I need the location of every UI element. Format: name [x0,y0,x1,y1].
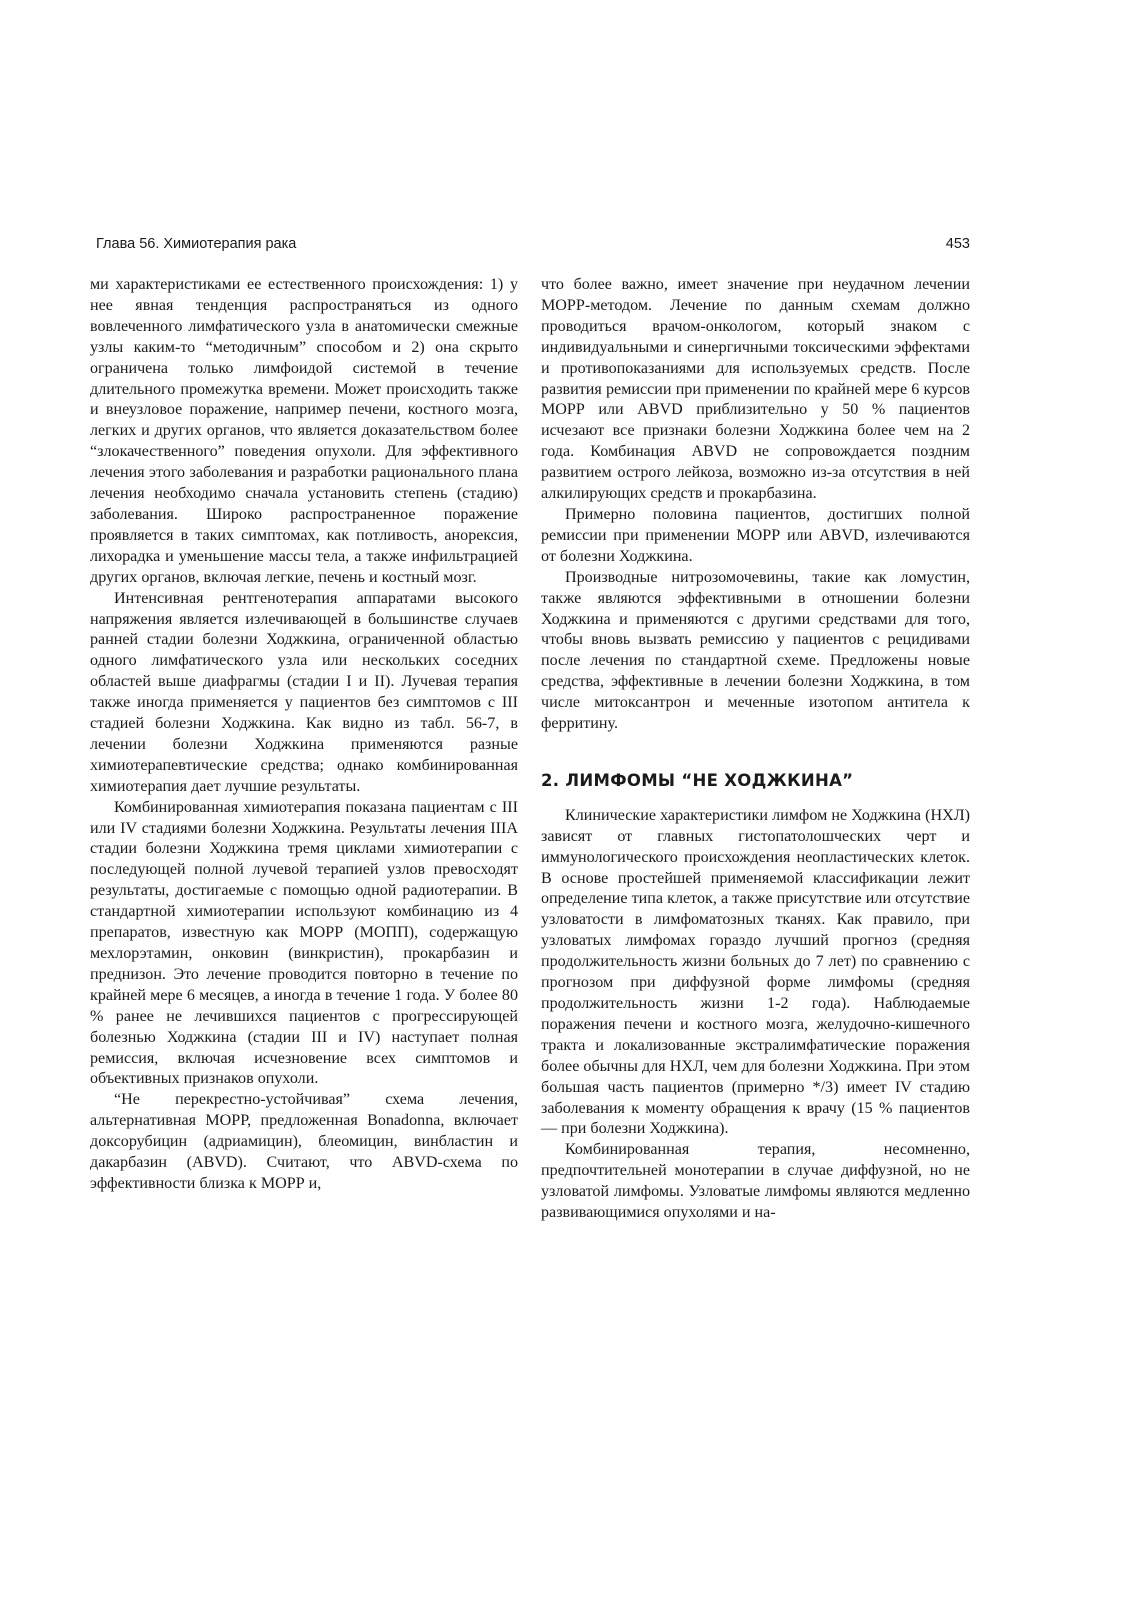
paragraph: Примерно половина пациентов, достигших полной ремиссии при применении МОРР или ABVD, излечиваются от болезни Ходжкина. [541,505,970,565]
page-number: 453 [945,236,970,252]
paragraph: Производные нитрозомочевины, такие как ломустин, также являются эффективными в отношении болезни Ходжкина и применяются с другими средствами для того, чтобы вновь вызвать ремиссию у пациентов с рецидивами после лечения по стандартной схеме. Предложены новые средства, эффективные в лечении болезни Ходжкина, в том числе митоксантрон и меченные изотопом антитела к ферритину. [541,568,970,733]
paragraph: ми характеристиками ее естественного происхождения: 1) у нее явная тенденция распространяться из одного вовлеченного лимфатического узла в анатомически смежные узлы каким-то “методичным” способом и 2) она скрыто ограничена только лимфоидой системой в течение длительного промежутка времени. Может происходить также и внеузловое поражение, например печени, костного мозга, легких и других органов, что является доказательством более “злокачественного” поведения опухоли. Для эффективного лечения этого заболевания и разработки рационального плана лечения необходимо сначала установить степень (стадию) заболевания. Широко распространенное поражение проявляется в таких симптомах, как потливость, анорексия, лихорадка и уменьшение массы тела, а также инфильтрацией других органов, включая легкие, печень и костный мозг. [90,276,518,586]
paragraph: Интенсивная рентгенотерапия аппаратами высокого напряжения является излечивающей в большинстве случаев ранней стадии болезни Ходжкина, ограниченной областью одного лимфатического узла или нескольких соседних областей выше диафрагмы (стадии I и II). Лучевая терапия также иногда применяется у пациентов без симптомов с III стадией болезни Ходжкина. Как видно из табл. 56-7, в лечении болезни Ходжкина применяются разные химиотерапевтические средства; однако комбинированная химиотерапия дает лучшие результаты. [90,589,518,795]
paragraph: Комбинированная химиотерапия показана пациентам с III или IV стадиями болезни Ходжкина. Результаты лечения IIIA стадии болезни Ходжкина тремя циклами химиотерапии с последующей полной лучевой терапией узлов превосходят результаты, достигаемые с помощью одной радиотерапии. В стандартной химиотерапии используют комбинацию из 4 препаратов, известную как МОРР (МОПП), содержащую мехлорэтамин, онковин (винкристин), прокарбазин и преднизон. Это лечение проводится повторно в течение по крайней мере 6 месяцев, а иногда в течение 1 года. У более 80 % ранее не лечившихся пациентов с прогрессирующей болезнью Ходжкина (стадии III и IV) наступает полная ремиссия, включая исчезновение всех симптомов и объективных признаков опухоли. [90,798,518,1088]
paragraph: Клинические характеристики лимфом не Ходжкина (НХЛ) зависят от главных гистопатолошческих черт и иммунологического происхождения неопластических клеток. В основе простейшей применяемой классификации лежит определение типа клеток, а также присутствие или отсутствие узловатости в лимфоматозных тканях. Как правило, при узловатых лимфомах гораздо лучший прогноз (средняя продолжительность жизни больных до 7 лет) по сравнению с прогнозом при диффузной форме лимфомы (средняя продолжительность жизни 1-2 года). Наблюдаемые поражения печени и костного мозга, желудочно-кишечного тракта и локализованные экстралимфатические поражения более обычны для НХЛ, чем для болезни Ходжкина. При этом большая часть пациентов (примерно */3) имеет IV стадию заболевания к моменту обращения к врачу (15 % пациентов — при болезни Ходжкина). [541,806,970,1138]
chapter-title: Глава 56. Химиотерапия рака [96,236,297,252]
running-head [96,236,970,252]
left-column [90,275,518,1195]
paragraph: “Не перекрестно-устойчивая” схема лечения, альтернативная МОРР, предложенная Bonadonna, включает доксорубицин (адриамицин), блеомицин, винбластин и дакарбазин (ABVD). Считают, что ABVD-схема по эффективности близка к МОРР и, [90,1091,518,1192]
paragraph: Комбинированная терапия, несомненно, предпочтительней монотерапии в случае диффузной, но не узловатой лимфомы. Узловатые лимфомы являются медленно развивающимися опухолями и на- [541,1141,970,1222]
right-column [541,275,970,1224]
paragraph: что более важно, имеет значение при неудачном лечении МОРР-методом. Лечение по данным схемам должно проводиться врачом-онкологом, который знаком с индивидуальными и синергичными токсическими эффектами и противопоказаниями для используемых средств. После развития ремиссии при применении по крайней мере 6 курсов МОРР или ABVD приблизительно у 50 % пациентов исчезают все признаки болезни Ходжкина более чем на 2 года. Комбинация ABVD не сопровождается поздним развитием острого лейкоза, возможно из-за отсутствия в ней алкилирующих средств и прокарбазина. [541,276,970,503]
section-heading: 2. ЛИМФОМЫ “НЕ ХОДЖКИНА” [541,770,854,790]
